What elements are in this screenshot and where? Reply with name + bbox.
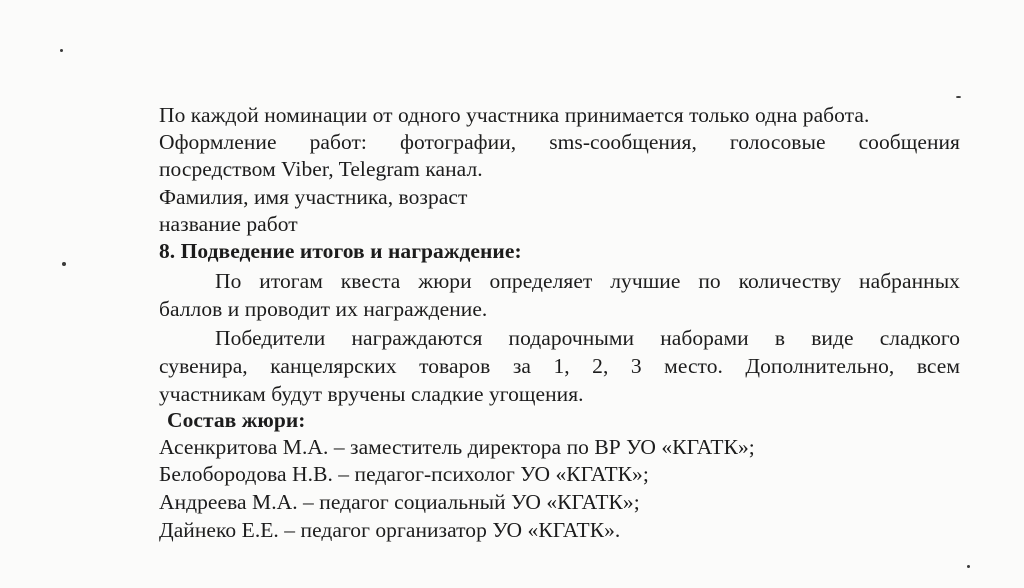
section-heading: 8. Подведение итогов и награждение: [159, 239, 522, 263]
jury-member: Дайнеко Е.Е. – педагог организатор УО «КГАТК». [159, 518, 621, 542]
scan-speck [956, 96, 961, 98]
scan-speck [62, 262, 66, 266]
paragraph-line: баллов и проводит их награждение. [159, 297, 488, 321]
text-line: название работ [159, 212, 298, 236]
text-line: Фамилия, имя участника, возраст [159, 185, 468, 209]
jury-member: Белобородова Н.В. – педагог-психолог УО «КГАТК»; [159, 462, 649, 486]
paragraph-line: участникам будут вручены сладкие угощения. [159, 382, 584, 406]
jury-member: Андреева М.А. – педагог социальный УО «КГАТК»; [159, 490, 640, 514]
text-line: Оформление работ: фотографии, sms-сообщения, голосовые сообщения [159, 130, 960, 154]
jury-heading: Состав жюри: [167, 408, 306, 432]
jury-member: Асенкритова М.А. – заместитель директора по ВР УО «КГАТК»; [159, 435, 755, 459]
paragraph-line: Победители награждаются подарочными наборами в виде сладкого [215, 326, 960, 350]
scan-speck [967, 565, 970, 568]
scan-speck [60, 49, 63, 52]
paragraph-line: По итогам квеста жюри определяет лучшие по количеству набранных [215, 269, 960, 293]
text-line: посредством Viber, Telegram канал. [159, 157, 483, 181]
text-line: По каждой номинации от одного участника принимается только одна работа. [159, 103, 870, 127]
paragraph-line: сувенира, канцелярских товаров за 1, 2, 3 место. Дополнительно, всем [159, 354, 960, 378]
